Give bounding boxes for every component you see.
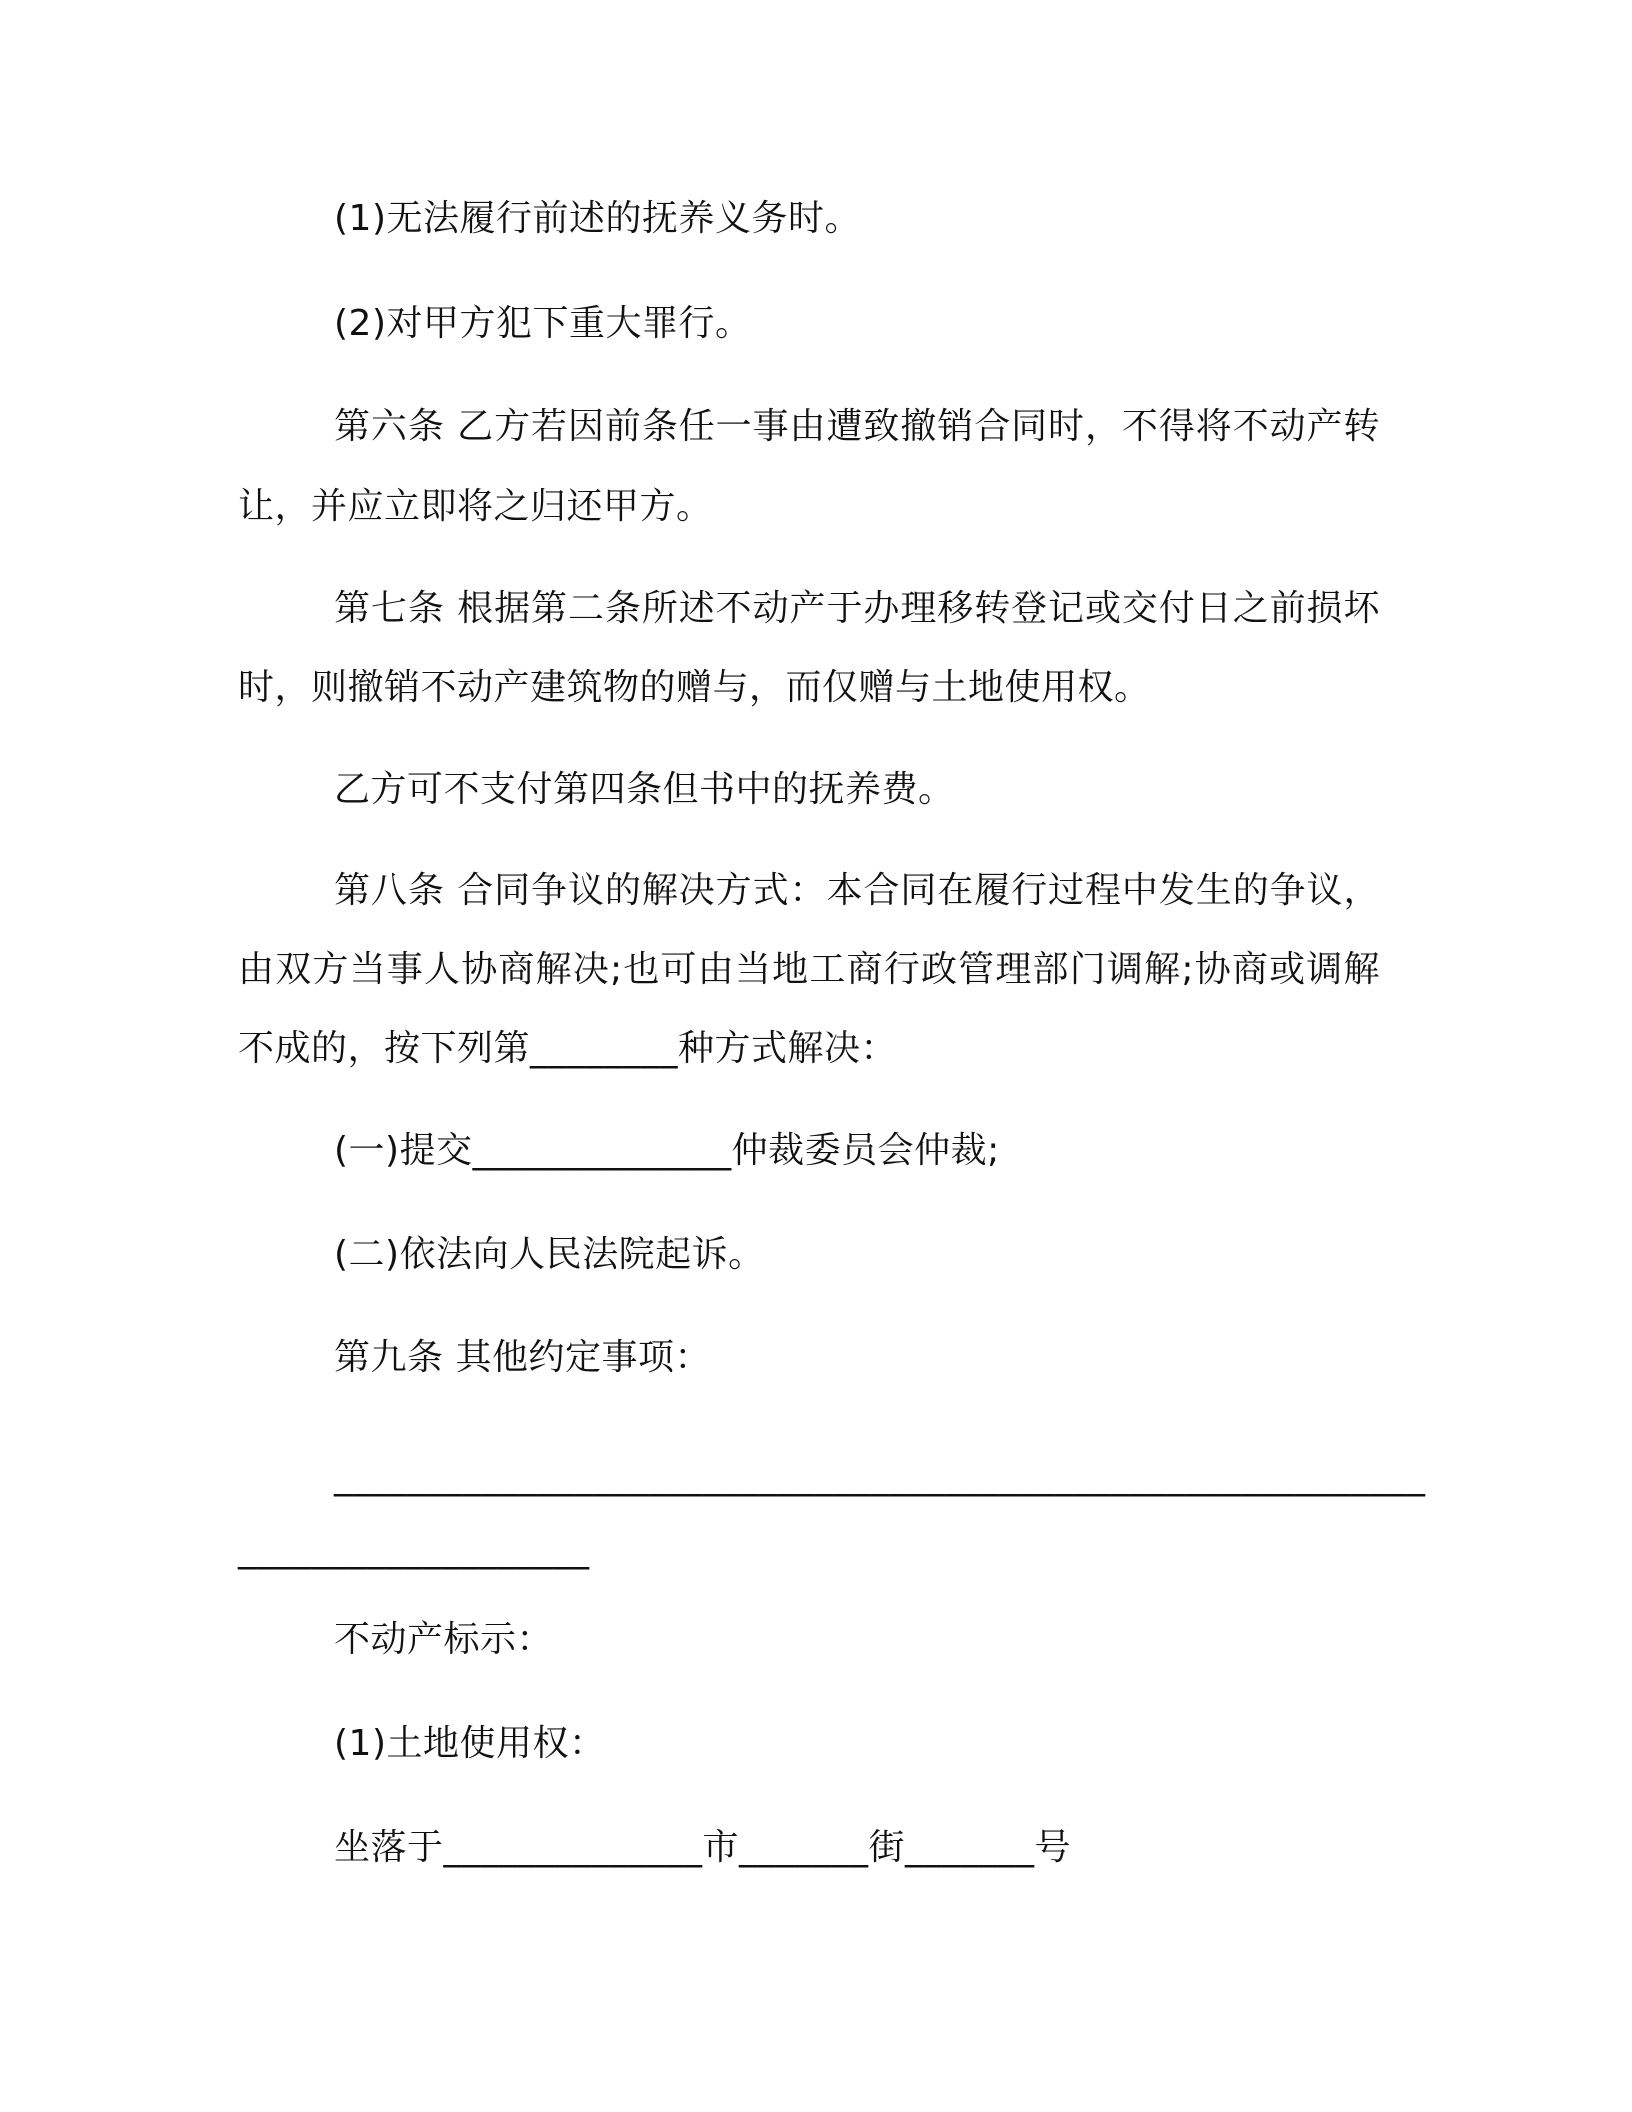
blank-line-2: ___________________ xyxy=(238,1529,590,1570)
article-6-line-1: 第六条 乙方若因前条任一事由遭致撤销合同时，不得将不动产转 xyxy=(334,406,1380,447)
article-7-line-1: 第七条 根据第二条所述不动产于办理移转登记或交付日之前损坏 xyxy=(334,588,1380,629)
blank-line-1: ___________________________________________________________ xyxy=(334,1456,1426,1497)
article-6-line-2: 让，并应立即将之归还甲方。 xyxy=(238,486,713,527)
dispute-option-1: (一)提交______________仲裁委员会仲裁; xyxy=(334,1130,1000,1171)
dispute-option-2: (二)依法向人民法院起诉。 xyxy=(334,1234,765,1275)
clause-item-1: (1)无法履行前述的抚养义务时。 xyxy=(334,198,861,239)
article-7-line-2: 时，则撤销不动产建筑物的赠与，而仅赠与土地使用权。 xyxy=(238,667,1151,708)
article-8-line-2: 由双方当事人协商解决;也可由当地工商行政管理部门调解;协商或调解 xyxy=(238,949,1380,990)
article-8-line-3: 不成的，按下列第________种方式解决： xyxy=(238,1028,898,1069)
land-use-right-heading: (1)土地使用权： xyxy=(334,1723,606,1764)
property-designation-heading: 不动产标示： xyxy=(334,1619,554,1660)
property-location-line: 坐落于______________市_______街_______号 xyxy=(334,1827,1072,1868)
article-8-line-1: 第八条 合同争议的解决方式：本合同在履行过程中发生的争议， xyxy=(334,870,1380,911)
article-9-heading: 第九条 其他约定事项： xyxy=(334,1337,711,1378)
clause-item-2: (2)对甲方犯下重大罪行。 xyxy=(334,303,752,344)
maintenance-fee-paragraph: 乙方可不支付第四条但书中的抚养费。 xyxy=(334,769,955,810)
